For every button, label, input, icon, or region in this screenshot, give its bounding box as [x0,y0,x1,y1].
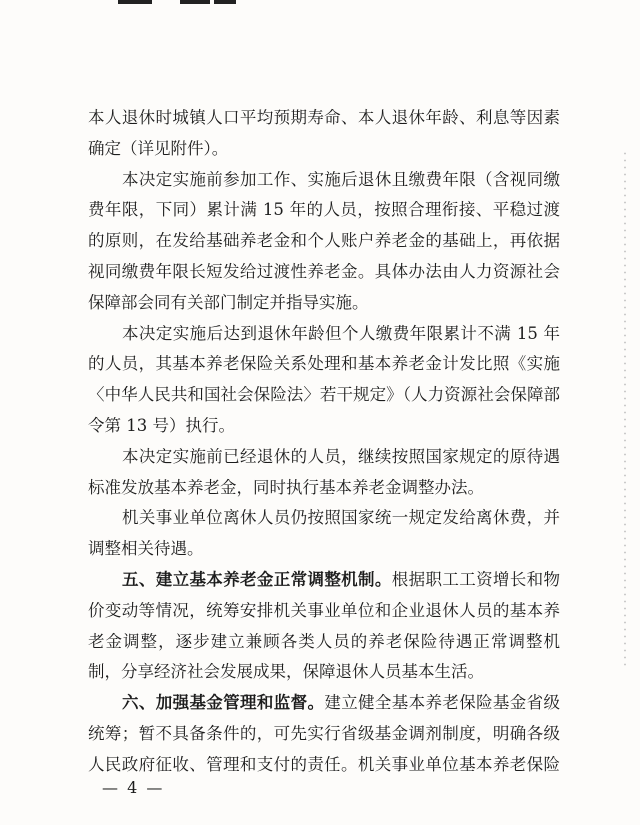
paragraph [88,565,560,688]
document-body [88,103,560,781]
paragraph [88,165,560,319]
section-heading: 五、建立基本养老金正常调整机制。 [122,569,392,589]
scan-edge-marks [0,0,640,14]
text-line [88,257,560,288]
line-text: 费年限，下同）累计满 15 年的人员，按照合理衔接、平稳过渡 [88,200,560,220]
text-line [88,688,560,719]
paragraph [88,503,560,565]
line-text: 本决定实施后达到退休年龄但个人缴费年限累计不满 15 年 [122,323,560,343]
text-line [88,627,560,658]
text-line [88,195,560,226]
line-text: 确定（详见附件）。 [88,138,229,158]
line-text: 根据职工工资增长和物 [391,569,561,589]
scan-edge-dots [624,150,626,670]
line-text: 本决定实施前已经退休的人员，继续按照国家规定的原待遇 [122,446,560,466]
paragraph [88,103,560,165]
text-line [88,534,560,565]
line-text: 建立健全基本养老保险基金省级 [324,693,561,713]
line-text: 调整相关待遇。 [88,539,204,559]
text-line [88,719,560,750]
line-text: 的原则，在发给基础养老金和个人账户养老金的基础上，再依据 [88,231,560,251]
text-line [88,596,560,627]
line-text: 本决定实施前参加工作、实施后退休且缴费年限（含视同缴 [122,169,560,189]
text-line [88,657,560,688]
line-text: 标准发放基本养老金，同时执行基本养老金调整办法。 [88,477,484,497]
line-text: 机关事业单位离休人员仍按照国家统一规定发给离休费，并 [122,508,560,528]
section-heading: 六、加强基金管理和监督。 [122,693,325,713]
line-text: 价变动等情况，统筹安排机关事业单位和企业退休人员的基本养 [88,600,560,620]
text-line [88,411,560,442]
text-line [88,380,560,411]
page-number: — 4 — [102,778,165,797]
text-line [88,473,560,504]
line-text: 的人员，其基本养老保险关系处理和基本养老金计发比照《实施 [88,354,560,374]
line-text: 视同缴费年限长短发给过渡性养老金。具体办法由人力资源社会 [88,261,560,281]
line-text: 〈中华人民共和国社会保险法〉若干规定》（人力资源社会保障部 [88,385,560,405]
line-text: 保障部会同有关部门制定并指导实施。 [88,292,369,312]
text-line [88,134,560,165]
line-text: 本人退休时城镇人口平均预期寿命、本人退休年龄、利息等因素 [88,108,560,127]
line-text: 令第 13 号）执行。 [88,415,235,435]
text-line [88,319,560,350]
paragraph [88,319,560,442]
text-line [88,503,560,534]
text-line [88,750,560,781]
line-text: 统筹；暂不具备条件的，可先实行省级基金调剂制度，明确各级 [88,723,560,743]
text-line [88,349,560,380]
paragraph [88,442,560,504]
line-text: 人民政府征收、管理和支付的责任。机关事业单位基本养老保险 [88,754,560,774]
text-line [88,442,560,473]
text-line [88,226,560,257]
text-line [88,288,560,319]
text-line [88,165,560,196]
paragraph [88,688,560,780]
text-line [88,565,560,596]
line-text: 制，分享经济社会发展成果，保障退休人员基本生活。 [88,662,484,682]
text-line [88,103,560,134]
line-text: 老金调整，逐步建立兼顾各类人员的养老保险待遇正常调整机 [88,631,560,651]
